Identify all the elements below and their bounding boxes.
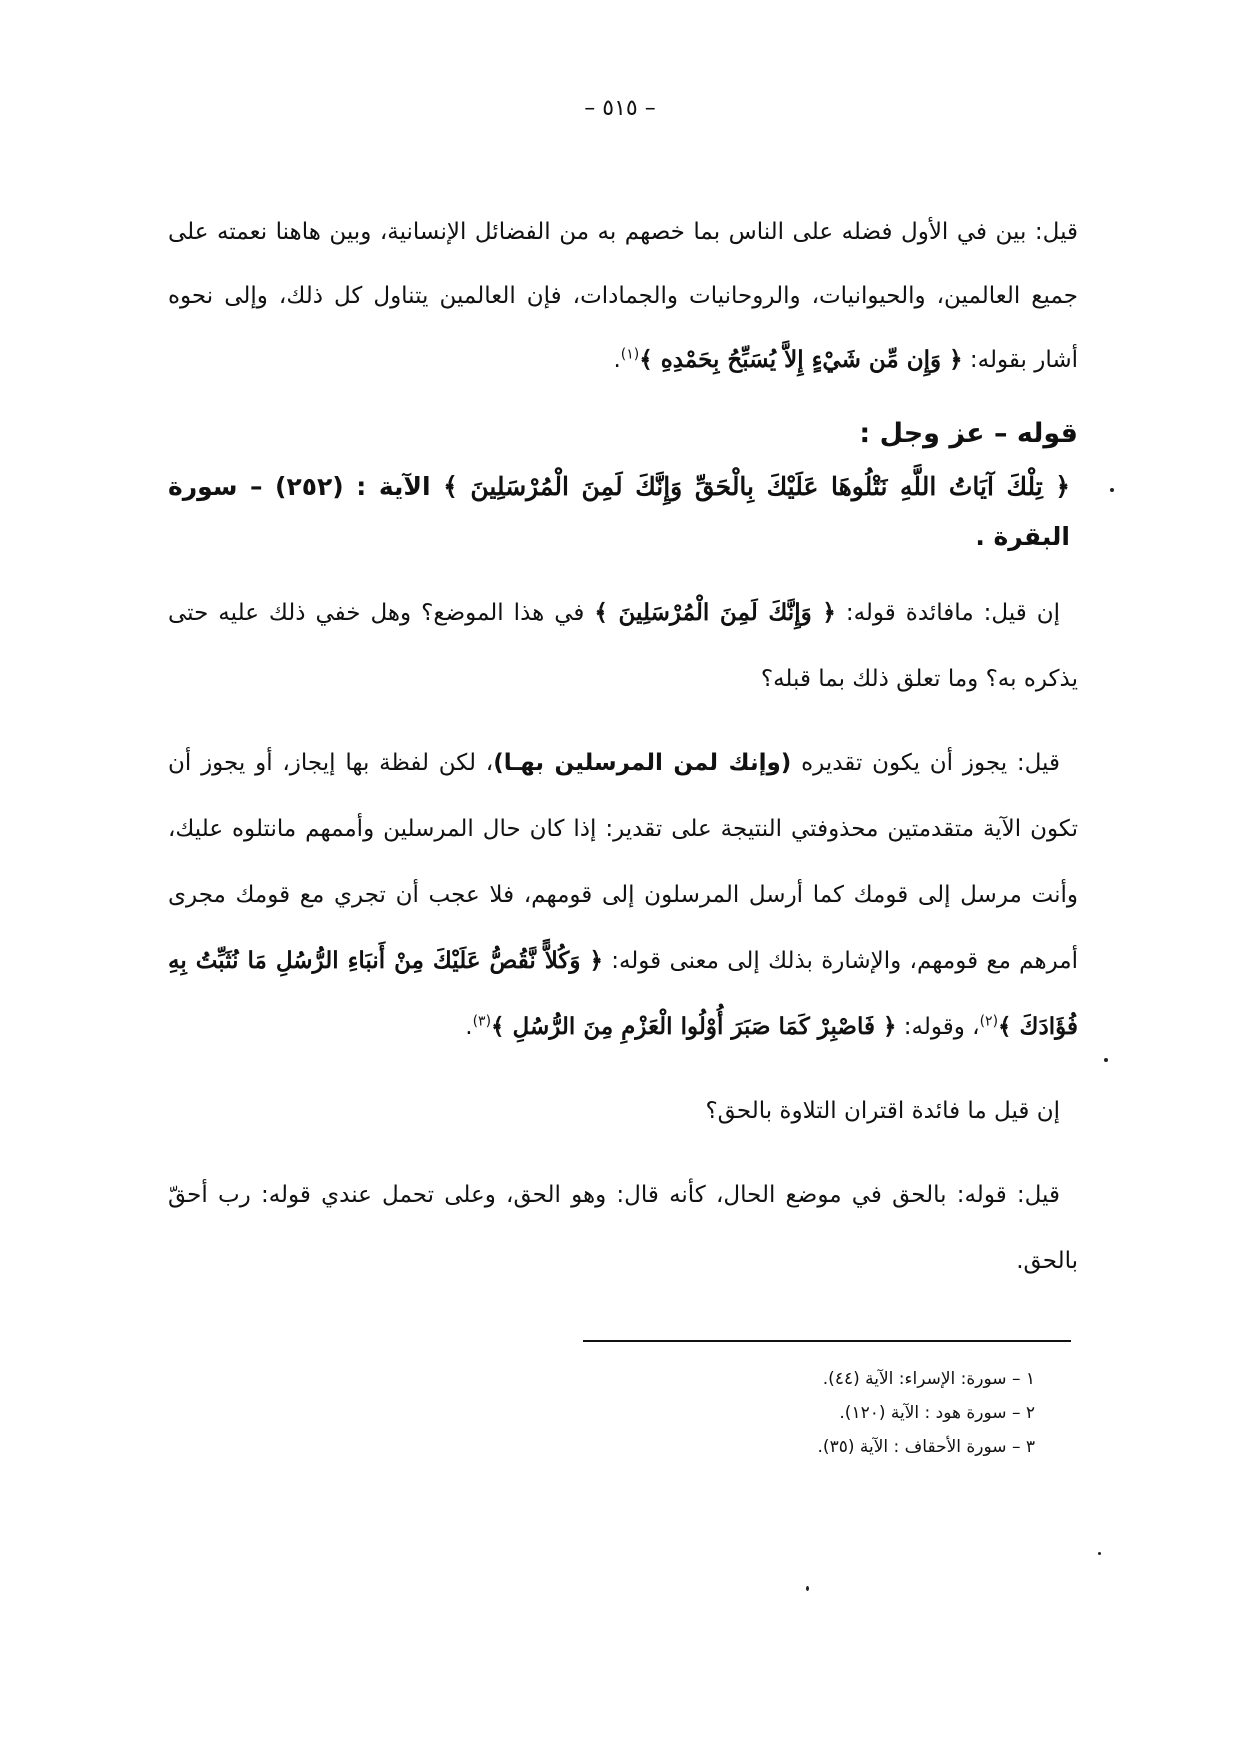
paragraph-5: قيل: قوله: بالحق في موضع الحال، كأنه قال: وهو الحق، وعلى تحمل عندي قوله: رب أحقّ بالحق. [168, 1182, 1078, 1274]
quran-quote-3: ﴿ وَكُلاًّ نَّقُصُّ عَلَيْكَ مِنْ أَنبَاءِ الرُّسُلِ مَا نُثَبِّتُ بِهِ فُؤَادَكَ ﴾ [168, 947, 1078, 1040]
paragraph-3-mid: ، وقوله: [896, 1014, 980, 1040]
verse-quote: ﴿ تِلْكَ آيَاتُ اللَّهِ نَتْلُوهَا عَلَيْكَ بِالْحَقِّ وَإِنَّكَ لَمِنَ الْمُرْسَلِينَ ﴾ [443, 472, 1070, 501]
paragraph-3-lead: قيل: يجوز أن يكون تقديره [791, 750, 1060, 776]
quran-quote-4: ﴿ فَاصْبِرْ كَمَا صَبَرَ أُوْلُوا الْعَزْمِ مِنَ الرُّسُلِ ﴾ [491, 1013, 897, 1040]
paragraph-2 [168, 580, 1078, 712]
scan-speck [1110, 488, 1114, 492]
footnote-3: ٣ – سورة الأحقاف : الآية (٣٥). [817, 1437, 1035, 1457]
page-body [168, 200, 1078, 1294]
footnote-ref-3: (٣) [472, 1013, 492, 1030]
verse-line [168, 462, 1078, 562]
paragraph-2-lead: إن قيل: مافائدة قوله: [835, 600, 1060, 626]
footnotes [583, 1362, 1071, 1464]
scan-speck [1104, 1058, 1108, 1062]
quran-quote-2: ﴿ وَإِنَّكَ لَمِنَ الْمُرْسَلِينَ ﴾ [594, 599, 836, 626]
paragraph-1-end: . [613, 347, 621, 373]
paragraph-1-text: قيل: بين في الأول فضله على الناس بما خصهم به من الفضائل الإنسانية، وبين هاهنا نعمته على جميع العالمين، والحيوانيات، والروحانيات والجمادات، فإن العالمين يتناول كل ذلك، وإلى نحوه أشار بقوله: [168, 219, 1078, 373]
scan-speck [1098, 1552, 1101, 1555]
section-heading: قوله – عز وجل : [859, 418, 1078, 449]
footnote-divider [583, 1340, 1071, 1342]
footnote-1: ١ – سورة: الإسراء: الآية (٤٤). [822, 1369, 1035, 1389]
paragraph-4: إن قيل ما فائدة اقتران التلاوة بالحق؟ [705, 1098, 1060, 1124]
page-number: – ٥١٥ – [584, 96, 656, 121]
paragraph-3-end: . [465, 1014, 473, 1040]
verse-reference: الآية : (٢٥٢) – سورة البقرة . [168, 472, 1070, 551]
footnote-ref-2: (٢) [979, 1013, 999, 1030]
footnote-ref-1: (١) [620, 346, 640, 363]
paragraph-3-bold: (وإنك لمن المرسلين بهـا) [493, 750, 792, 776]
paragraph-1 [168, 200, 1078, 392]
paragraph-3 [168, 730, 1078, 1060]
quran-quote-1: ﴿ وَإِن مِّن شَيْءٍ إِلاَّ يُسَبِّحُ بِحَمْدِهِ ﴾ [639, 346, 963, 373]
paragraph-3-body: ، لكن لفظة بها إيجاز، أو يجوز أن تكون الآية متقدمتين محذوفتي النتيجة على تقدير: إذا كان حال المرسلين وأممهم مانتلوه عليك، وأنت مرسل إلى قومك كما أرسل المرسلون إلى قومهم، فلا عجب أن تجري مع قومك مجرى أمرهم مع قومهم، والإشارة بذلك إلى معنى قوله: [168, 750, 1079, 974]
footnote-2: ٢ – سورة هود : الآية (١٢٠). [839, 1403, 1035, 1423]
scan-speck [806, 1586, 809, 1591]
paragraph-2-rest: في هذا الموضع؟ وهل خفي ذلك عليه حتى يذكره به؟ وما تعلق ذلك بما قبله؟ [168, 600, 1078, 692]
